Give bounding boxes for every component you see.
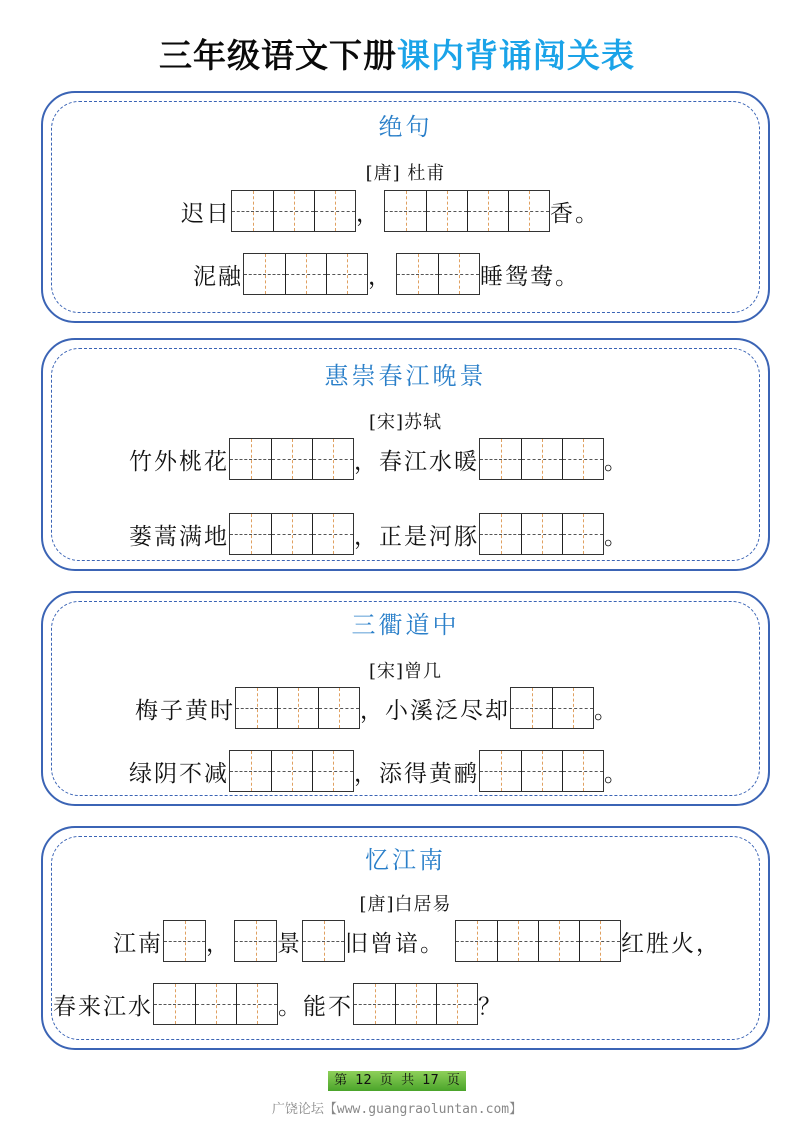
poem-author: [唐]白居易 (359, 894, 452, 915)
line-text: ，小溪泛尽却 (360, 697, 510, 724)
poem-author: [宋]苏轼 (368, 412, 443, 433)
blank-grid-4[interactable] (455, 920, 621, 962)
line-text: 蒌蒿满地 (129, 523, 229, 550)
line-text: 绿阴不减 (129, 760, 229, 787)
page-title (0, 34, 794, 78)
blank-grid-3[interactable] (479, 513, 604, 555)
poem-line (129, 750, 629, 792)
line-text: ？ (478, 993, 503, 1020)
poem-panel-jueju (41, 91, 770, 323)
line-text: 泥融 (193, 263, 243, 290)
blank-grid-3[interactable] (231, 190, 356, 232)
line-text: 。 (604, 448, 629, 475)
line-text: 春来江水 (53, 993, 153, 1020)
line-text: 。 (604, 760, 629, 787)
poem-title: 绝句 (378, 113, 433, 141)
poem-author: [宋]曾几 (368, 661, 443, 682)
line-text: 睡鸳鸯。 (480, 263, 580, 290)
poem-line (113, 920, 721, 962)
line-text: 旧曾谙。 (345, 930, 445, 957)
line-text: 。 (594, 697, 619, 724)
line-text: 梅子黄时 (135, 697, 235, 724)
line-text: ， (206, 930, 231, 957)
blank-grid-1[interactable] (163, 920, 206, 962)
blank-grid-1[interactable] (234, 920, 277, 962)
blank-grid-3[interactable] (243, 253, 368, 295)
title-blue-part: 课内背诵闯关表 (397, 36, 635, 75)
line-text: 竹外桃花 (129, 448, 229, 475)
line-text: 迟日 (181, 200, 231, 227)
blank-grid-4[interactable] (384, 190, 550, 232)
line-text: ，春江水暖 (354, 448, 479, 475)
poem-line (53, 983, 503, 1025)
blank-grid-3[interactable] (235, 687, 360, 729)
line-text: 。 (604, 523, 629, 550)
blank-grid-3[interactable] (153, 983, 278, 1025)
blank-grid-1[interactable] (302, 920, 345, 962)
line-text: ，添得黄鹂 (354, 760, 479, 787)
poem-line (135, 687, 619, 729)
line-text: ， (368, 263, 393, 290)
page-indicator: 第 12 页 共 17 页 (328, 1071, 466, 1091)
poem-panel-huichong (41, 338, 770, 571)
poem-title: 惠崇春江晚景 (324, 362, 487, 390)
poem-line (181, 190, 600, 232)
blank-grid-3[interactable] (229, 513, 354, 555)
poem-title: 三衢道中 (351, 611, 460, 639)
line-text: 景 (277, 930, 302, 957)
title-black-part: 三年级语文下册 (159, 36, 397, 75)
blank-grid-3[interactable] (479, 750, 604, 792)
poem-panel-sanqu (41, 591, 770, 806)
blank-grid-3[interactable] (353, 983, 478, 1025)
poem-line (193, 253, 580, 295)
site-watermark: 广饶论坛【www.guangraoluntan.com】 (271, 1102, 523, 1117)
poem-line (129, 513, 629, 555)
line-text: 。能不 (278, 993, 353, 1020)
blank-grid-3[interactable] (479, 438, 604, 480)
line-text: 红胜火， (621, 930, 721, 957)
blank-grid-2[interactable] (510, 687, 594, 729)
blank-grid-2[interactable] (396, 253, 480, 295)
poem-panel-yijiangnan (41, 826, 770, 1050)
poem-title: 忆江南 (365, 846, 446, 874)
poem-author: [唐] 杜甫 (365, 163, 446, 184)
line-text: 香。 (550, 200, 600, 227)
line-text: ， (356, 200, 381, 227)
poem-line (129, 438, 629, 480)
blank-grid-3[interactable] (229, 438, 354, 480)
line-text: 江南 (113, 930, 163, 957)
line-text: ，正是河豚 (354, 523, 479, 550)
blank-grid-3[interactable] (229, 750, 354, 792)
